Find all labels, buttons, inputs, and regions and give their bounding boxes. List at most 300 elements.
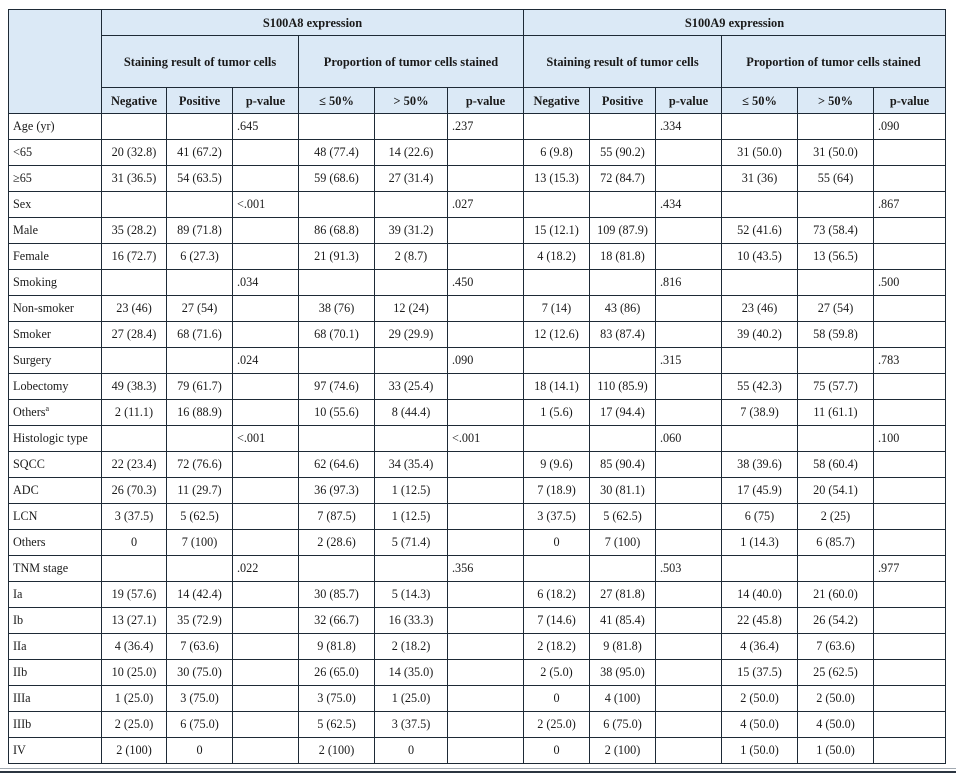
row-label: Lobectomy [13,379,69,393]
table-cell: 5 (14.3) [375,582,448,608]
table-cell: 14 (35.0) [375,660,448,686]
row-label: IIb [13,665,28,679]
table-cell [656,322,722,348]
table-cell [656,634,722,660]
table-cell: 8 (44.4) [375,400,448,426]
table-cell [656,166,722,192]
table-cell [874,374,946,400]
table-cell: 1 (25.0) [102,686,167,712]
row-label-cell [9,738,102,764]
table-cell [233,166,299,192]
table-cell [233,738,299,764]
table-row [9,556,946,582]
col-negative: Negative [102,88,167,114]
table-cell [102,114,167,140]
table-cell: 11 (61.1) [798,400,874,426]
row-label-cell [9,296,102,322]
col-pvalue: p-value [233,88,299,114]
table-cell: 85 (90.4) [590,452,656,478]
table-cell: .977 [874,556,946,582]
table-cell [375,556,448,582]
table-cell [656,244,722,270]
table-cell: 2 (25) [798,504,874,530]
table-cell [375,426,448,452]
table-cell [722,348,798,374]
table-cell [233,530,299,556]
table-row [9,634,946,660]
table-cell: 13 (56.5) [798,244,874,270]
bottom-rule [0,771,956,773]
table-cell: 9 (81.8) [299,634,375,660]
table-cell: 3 (37.5) [524,504,590,530]
table-cell: 23 (46) [722,296,798,322]
table-cell [656,738,722,764]
table-cell: 55 (42.3) [722,374,798,400]
table-cell: 35 (72.9) [167,608,233,634]
table-cell: 13 (15.3) [524,166,590,192]
table-cell: 15 (37.5) [722,660,798,686]
table-cell [722,114,798,140]
table-cell [233,140,299,166]
table-cell: 9 (9.6) [524,452,590,478]
table-cell [590,192,656,218]
table-row [9,504,946,530]
table-cell [375,270,448,296]
table-cell: .022 [233,556,299,582]
table-row [9,218,946,244]
table-cell [448,712,524,738]
table-cell: 58 (59.8) [798,322,874,348]
table-cell [656,400,722,426]
table-cell: 39 (40.2) [722,322,798,348]
table-cell: 2 (8.7) [375,244,448,270]
row-label: Ib [13,613,24,627]
row-label: Non-smoker [13,301,74,315]
table-cell: .783 [874,348,946,374]
row-label: IIIa [13,691,31,705]
table-cell [233,478,299,504]
row-label-cell [9,218,102,244]
table-cell: 25 (62.5) [798,660,874,686]
table-cell [874,296,946,322]
row-label: <65 [13,145,33,159]
table-cell [102,556,167,582]
table-cell [874,218,946,244]
table-cell: .024 [233,348,299,374]
table-cell [656,140,722,166]
table-cell: 109 (87.9) [590,218,656,244]
table-cell [233,686,299,712]
table-cell: 2 (25.0) [524,712,590,738]
table-cell [524,114,590,140]
row-label: IV [13,743,26,757]
row-label-cell [9,166,102,192]
table-cell: 0 [167,738,233,764]
table-row [9,738,946,764]
table-cell: .027 [448,192,524,218]
header-b-staining: Staining result of tumor cells [524,36,722,88]
table-cell: 5 (62.5) [590,504,656,530]
row-label: Smoker [13,327,51,341]
table-cell [722,270,798,296]
table-cell: 11 (29.7) [167,478,233,504]
row-label-cell [9,712,102,738]
table-cell: 1 (12.5) [375,478,448,504]
table-cell: 32 (66.7) [299,608,375,634]
table-cell: 30 (81.1) [590,478,656,504]
table-row [9,478,946,504]
table-row [9,322,946,348]
table-cell [874,660,946,686]
table-cell: 26 (65.0) [299,660,375,686]
table-cell [299,270,375,296]
table-cell: .090 [448,348,524,374]
table-cell: 27 (81.8) [590,582,656,608]
table-cell: 6 (75.0) [590,712,656,738]
table-cell [375,114,448,140]
table-cell: 0 [524,686,590,712]
table-row [9,400,946,426]
row-label: TNM stage [13,561,69,575]
table-row [9,686,946,712]
table-cell: 89 (71.8) [167,218,233,244]
table-cell [798,192,874,218]
table-cell [233,400,299,426]
table-cell: 1 (25.0) [375,686,448,712]
table-cell [722,192,798,218]
row-label-cell [9,400,102,426]
table-cell [874,400,946,426]
row-label-cell [9,530,102,556]
table-cell: .090 [874,114,946,140]
table-cell [233,634,299,660]
table-cell [590,348,656,374]
table-cell: 27 (28.4) [102,322,167,348]
table-cell: 1 (5.6) [524,400,590,426]
table-cell: 1 (50.0) [722,738,798,764]
table-cell [874,712,946,738]
table-cell [167,114,233,140]
table-cell [375,348,448,374]
table-cell [590,270,656,296]
row-label: Ia [13,587,23,601]
table-cell: 16 (88.9) [167,400,233,426]
table-row [9,166,946,192]
col-le50: ≤ 50% [722,88,798,114]
table-cell: 20 (54.1) [798,478,874,504]
table-cell [102,348,167,374]
table-cell [874,530,946,556]
table-cell [448,634,524,660]
table-cell: 2 (100) [299,738,375,764]
table-cell [656,478,722,504]
table-cell: 7 (38.9) [722,400,798,426]
table-cell: 15 (12.1) [524,218,590,244]
table-cell: 26 (54.2) [798,608,874,634]
table-cell [233,582,299,608]
row-label-cell [9,192,102,218]
table-cell: 55 (90.2) [590,140,656,166]
table-cell: 6 (9.8) [524,140,590,166]
table-body [9,114,946,764]
col-le50: ≤ 50% [299,88,375,114]
table-cell [448,738,524,764]
table-cell [874,140,946,166]
table-cell [448,452,524,478]
table-cell [233,712,299,738]
table-cell: 0 [375,738,448,764]
col-positive: Positive [167,88,233,114]
table-cell: 21 (60.0) [798,582,874,608]
table-header [9,10,946,114]
row-label-cell [9,270,102,296]
table-cell [233,504,299,530]
row-label-cell [9,244,102,270]
table-cell: 2 (28.6) [299,530,375,556]
table-cell: <.001 [233,426,299,452]
table-cell [448,686,524,712]
table-cell [656,582,722,608]
table-cell: 2 (18.2) [375,634,448,660]
header-s100a9: S100A9 expression [524,10,946,36]
table-cell [656,660,722,686]
table-cell [448,244,524,270]
table-cell [874,504,946,530]
table-cell: 26 (70.3) [102,478,167,504]
table-cell: .816 [656,270,722,296]
table-cell: 4 (36.4) [722,634,798,660]
table-cell: 6 (75.0) [167,712,233,738]
table-cell [375,192,448,218]
table-cell: 38 (76) [299,296,375,322]
table-cell: 72 (76.6) [167,452,233,478]
table-cell: 19 (57.6) [102,582,167,608]
table-cell: 22 (45.8) [722,608,798,634]
table-cell: 52 (41.6) [722,218,798,244]
table-cell: .034 [233,270,299,296]
table-cell: 7 (63.6) [167,634,233,660]
table-cell: 110 (85.9) [590,374,656,400]
table-cell [656,452,722,478]
table-cell [167,556,233,582]
table-cell [656,374,722,400]
table-cell: 2 (11.1) [102,400,167,426]
table-cell: 5 (62.5) [299,712,375,738]
table-cell [590,426,656,452]
table-cell [102,426,167,452]
table-cell [167,348,233,374]
table-cell [722,426,798,452]
table-cell [448,582,524,608]
table-cell [524,192,590,218]
col-negative: Negative [524,88,590,114]
table-cell: 29 (29.9) [375,322,448,348]
table-row [9,192,946,218]
row-label: Others [13,405,46,419]
table-cell: 75 (57.7) [798,374,874,400]
table-cell: 14 (42.4) [167,582,233,608]
table-cell [722,556,798,582]
table-cell [798,426,874,452]
table-cell: 58 (60.4) [798,452,874,478]
table-cell: 41 (85.4) [590,608,656,634]
table-cell: 17 (45.9) [722,478,798,504]
table-cell: 4 (36.4) [102,634,167,660]
row-label-cell [9,582,102,608]
table-cell [524,556,590,582]
table-cell [448,296,524,322]
row-label: Surgery [13,353,52,367]
table-cell: 10 (55.6) [299,400,375,426]
table-cell [299,556,375,582]
table-cell [448,322,524,348]
table-cell: 5 (62.5) [167,504,233,530]
table-row [9,140,946,166]
table-cell [656,686,722,712]
table-cell: 4 (50.0) [722,712,798,738]
table-cell [798,556,874,582]
table-row [9,296,946,322]
table-cell: 30 (75.0) [167,660,233,686]
table-cell [524,426,590,452]
table-cell [874,608,946,634]
table-cell [874,452,946,478]
table-cell: 6 (85.7) [798,530,874,556]
table-cell [299,426,375,452]
table-cell: 38 (95.0) [590,660,656,686]
table-cell: 2 (18.2) [524,634,590,660]
row-label: Sex [13,197,32,211]
table-cell [798,270,874,296]
table-cell [233,660,299,686]
table-cell [299,114,375,140]
table-row [9,270,946,296]
table-cell [233,218,299,244]
table-cell [656,608,722,634]
table-cell: 31 (50.0) [722,140,798,166]
table-cell: 27 (54) [167,296,233,322]
table-cell: 36 (97.3) [299,478,375,504]
table-cell: .503 [656,556,722,582]
table-row [9,660,946,686]
table-cell: 2 (50.0) [722,686,798,712]
row-label-cell [9,608,102,634]
table-cell: 3 (37.5) [102,504,167,530]
table-cell: 7 (87.5) [299,504,375,530]
table-cell: 7 (18.9) [524,478,590,504]
table-cell: .060 [656,426,722,452]
row-label-cell [9,322,102,348]
table-row [9,348,946,374]
table-cell: 18 (14.1) [524,374,590,400]
table-row [9,608,946,634]
table-cell: .315 [656,348,722,374]
table-cell [874,582,946,608]
table-cell [590,114,656,140]
row-label: LCN [13,509,38,523]
table-cell [798,348,874,374]
table-cell: 1 (12.5) [375,504,448,530]
table-cell: 31 (50.0) [798,140,874,166]
row-label-cell [9,660,102,686]
table-cell: 2 (100) [102,738,167,764]
row-label-cell [9,686,102,712]
table-cell [874,634,946,660]
row-label: Others [13,535,46,549]
table-cell: .434 [656,192,722,218]
row-label-cell [9,114,102,140]
table-cell: 2 (50.0) [798,686,874,712]
divider [0,768,956,769]
table-cell [167,270,233,296]
footnote-marker: a [45,403,50,413]
table-row [9,114,946,140]
table-cell: 68 (70.1) [299,322,375,348]
table-cell: 30 (85.7) [299,582,375,608]
table-cell: .867 [874,192,946,218]
table-cell: 2 (100) [590,738,656,764]
table-cell: 7 (63.6) [798,634,874,660]
table-cell [874,322,946,348]
table-cell: 4 (100) [590,686,656,712]
table-cell: 18 (81.8) [590,244,656,270]
table-cell [299,192,375,218]
table-cell [524,348,590,374]
table-cell [874,738,946,764]
table-cell: 73 (58.4) [798,218,874,244]
table-cell: 7 (14.6) [524,608,590,634]
table-row [9,426,946,452]
table-cell: 21 (91.3) [299,244,375,270]
table-cell [102,270,167,296]
table-cell: 6 (75) [722,504,798,530]
table-cell: 3 (75.0) [299,686,375,712]
row-label: Male [13,223,39,237]
table-row [9,582,946,608]
table-cell [590,556,656,582]
table-cell: 59 (68.6) [299,166,375,192]
table-cell: 6 (27.3) [167,244,233,270]
table-cell: .356 [448,556,524,582]
table-cell: 14 (22.6) [375,140,448,166]
table-cell: 2 (5.0) [524,660,590,686]
table-cell [448,166,524,192]
header-s100a8: S100A8 expression [102,10,524,36]
table-cell [448,218,524,244]
table-cell: 72 (84.7) [590,166,656,192]
table-cell [448,608,524,634]
table-cell: 12 (24) [375,296,448,322]
col-pvalue: p-value [448,88,524,114]
table-cell: 5 (71.4) [375,530,448,556]
table-cell: 33 (25.4) [375,374,448,400]
table-row [9,452,946,478]
row-label: IIIb [13,717,32,731]
table-cell: 38 (39.6) [722,452,798,478]
table-cell [656,712,722,738]
table-cell: 41 (67.2) [167,140,233,166]
table-cell: 39 (31.2) [375,218,448,244]
table-cell: 1 (50.0) [798,738,874,764]
table-cell: 97 (74.6) [299,374,375,400]
row-label-cell [9,348,102,374]
table-cell: .334 [656,114,722,140]
table-cell: 16 (33.3) [375,608,448,634]
table-cell: 10 (43.5) [722,244,798,270]
col-gt50: > 50% [798,88,874,114]
row-label: Histologic type [13,431,88,445]
table-cell: 0 [524,530,590,556]
